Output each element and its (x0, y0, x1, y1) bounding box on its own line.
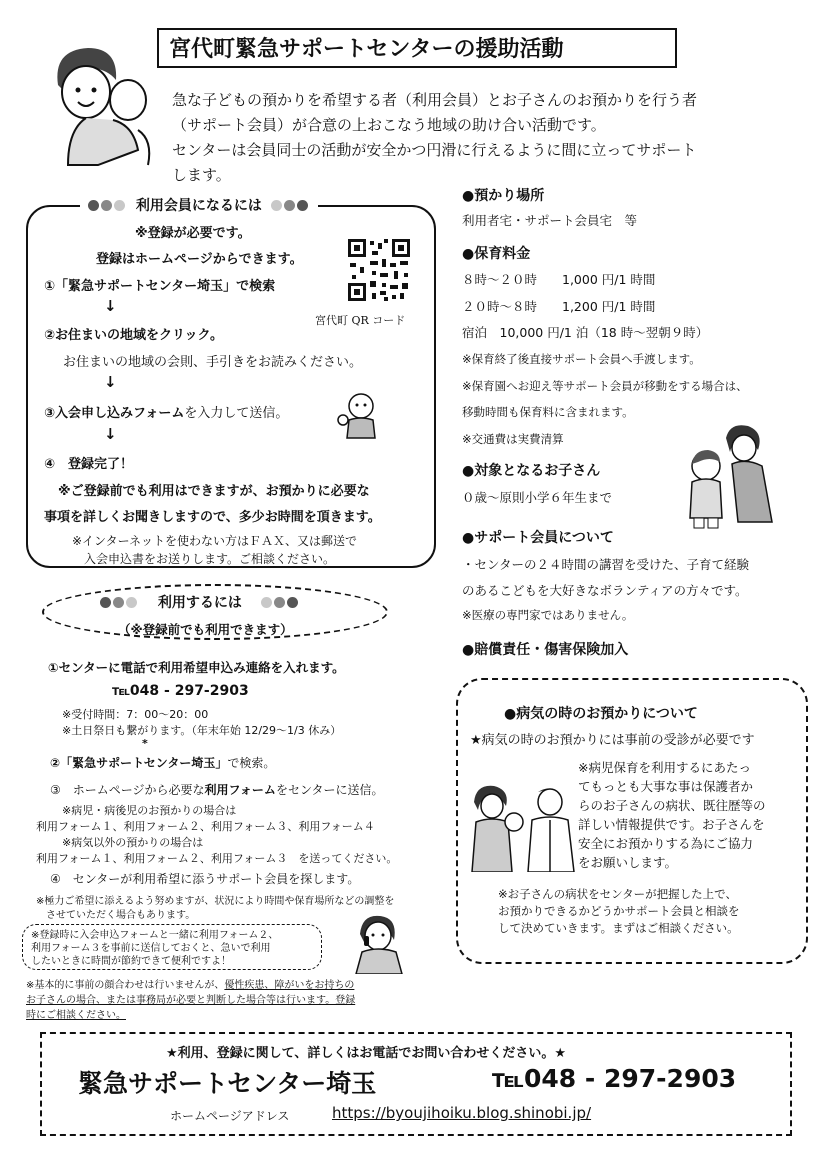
fee-night: ２０時～８時 1,200 円/1 時間 (462, 299, 656, 314)
registration-step2: ②お住まいの地域をクリック。 (44, 328, 223, 343)
doctor-parent-illustration (466, 782, 578, 872)
member-text-3: ※医療の専門家ではありません。 (462, 608, 634, 622)
fee-overnight: 宿泊 10,000 円/1 泊（18 時～翌朝９時） (462, 325, 709, 340)
target-text: ０歳～原則小学６年生まで (462, 490, 613, 505)
policy-line-2: お子さんの場合、または事務局が必要と判断した場合等は行います。登録 (26, 995, 356, 1006)
mother-baby-illustration (38, 40, 158, 170)
qr-code[interactable] (346, 237, 412, 303)
usage-effort-2: させていただく場合もあります。 (46, 910, 196, 921)
sick-care-title: ●病気の時のお預かりについて (504, 706, 698, 722)
usage-sick-case: ※病児・病後児のお預かりの場合は (62, 804, 237, 817)
usage-subtitle: （※登録前でも利用できます） (118, 622, 293, 637)
fee-note-3: 移動時間も保育料に含まれます。 (462, 405, 634, 419)
usage-heading: 利用するには (100, 592, 300, 612)
usage-hours: ※受付時間：7：00～20：00 (62, 708, 209, 721)
fee-note-1: ※保育終了後直接サポート会員へ手渡します。 (462, 352, 701, 366)
baby-illustration (335, 390, 385, 445)
registration-step4: ④ 登録完了！ (44, 457, 134, 472)
qr-code-label: 宮代町 QR コード (315, 314, 406, 327)
member-text-1: ・センターの２４時間の講習を受けた、子育て経験 (462, 557, 750, 572)
arrow-down-icon: ↓ (104, 297, 117, 315)
insurance-heading: ●賠償責任・傷害保険加入 (462, 642, 629, 658)
place-heading: ●預かり場所 (462, 188, 545, 204)
usage-tel[interactable]: ℡048 - 297-2903 (112, 683, 249, 699)
place-text: 利用者宅・サポート会員宅 等 (462, 213, 638, 228)
intro-text: 急な子どもの預かりを希望する者（利用会員）とお子さんのお預かりを行う者 （サポート会員）が合意の上おこなう地域の助け合い活動です。 センターは会員同士の活動が安全かつ円滑に行えるように間に立ってサポート します。 (172, 91, 698, 184)
registration-note-1: ※インターネットを使わない方はＦＡＸ、又は郵送で (72, 534, 357, 548)
registration-note-2: 入会申込書をお送りします。ご相談ください。 (84, 552, 336, 566)
usage-effort-1: ※極力ご希望に添えるよう努めますが、状況により時間や保育場所などの調整を (36, 896, 395, 907)
usage-step4: ④ センターが利用希望に添うサポート会員を探します。 (50, 872, 360, 886)
target-heading: ●対象となるお子さん (462, 463, 601, 479)
registration-step2-note: お住まいの地域の会則、手引きをお読みください。 (63, 355, 363, 370)
registration-required: ※登録が必要です。 (135, 226, 251, 241)
sick-care-consult: ※お子さんの病状をセンターが把握した上で、 お預かりできるかどうかサポート会員と相談を して決めていきます。まずはご相談ください。 (498, 887, 740, 935)
footer-url-label: ホームページアドレス (170, 1109, 290, 1123)
tip-speech-bubble: ※登録時に入会申込フォームと一緒に利用フォーム２、 利用フォーム３を事前に送信しておくと、急いで利用 したいときに時間が節約できて便利ですよ！ (22, 924, 322, 970)
sick-care-requirement: ★病気の時のお預かりには事前の受診が必要です (470, 733, 755, 748)
usage-asterisk: * (142, 737, 148, 750)
usage-step3: ③ ホームページから必要な利用フォームをセンターに送信。 (50, 783, 384, 797)
registration-step1: ①「緊急サポートセンター埼玉」で検索 (44, 279, 276, 294)
usage-step2: ②「緊急サポートセンター埼玉」で検索。 (50, 756, 276, 770)
sick-care-paragraph: ※病児保育を利用するにあたっ てもっとも大事な事は保護者か らのお子さんの病状、既往歴等の 詳しい情報提供です。お子さんを 安全にお預かりする為にご協力 をお願いします。 (578, 760, 766, 870)
registration-step3: ③入会申し込みフォームを入力して送信。 (44, 406, 289, 421)
usage-other-forms: 利用フォーム１、利用フォーム２、利用フォーム３ を送ってください。 (36, 852, 398, 865)
policy-line-3: 時にご相談ください。 (26, 1010, 126, 1021)
fee-daytime: ８時～２０時 1,000 円/1 時間 (462, 272, 656, 287)
arrow-down-icon: ↓ (104, 425, 117, 443)
usage-holidays: ※土日祭日も繋がります。（年末年始 12/29～1/3 休み） (62, 724, 342, 737)
footer-center-name: 緊急サポートセンター埼玉 (78, 1069, 377, 1098)
footer-url-link[interactable]: https://byoujihoiku.blog.shinobi.jp/ (332, 1104, 592, 1122)
member-text-2: のあるこどもを大好きなボランティアの方々です。 (462, 583, 748, 598)
fee-note-2: ※保育園へお迎え等サポート会員が移動をする場合は、 (462, 379, 748, 393)
registration-heading: 利用会員になるには (80, 195, 318, 215)
usage-other-case: ※病気以外の預かりの場合は (62, 836, 204, 849)
usage-step1: ①センターに電話で利用希望申込み連絡を入れます。 (48, 660, 345, 675)
footer-notice: ★利用、登録に関して、詳しくはお電話でお問い合わせください。★ (166, 1046, 567, 1061)
registration-warning-2: 事項を詳しくお聞きしますので、多少お時間を頂きます。 (44, 510, 381, 525)
fee-heading: ●保育料金 (462, 246, 531, 262)
registration-homepage: 登録はホームページからできます。 (96, 252, 303, 267)
operator-illustration (340, 912, 410, 974)
fee-note-4: ※交通費は実費清算 (462, 432, 564, 446)
usage-sick-forms: 利用フォーム１、利用フォーム２、利用フォーム３、利用フォーム４ (36, 820, 375, 833)
arrow-down-icon: ↓ (104, 373, 117, 391)
footer-tel[interactable]: ℡048 - 297-2903 (492, 1064, 737, 1093)
policy-line-1: ※基本的に事前の顔合わせは行いませんが、優性疾患、障がいをお持ちの (26, 980, 355, 991)
caregiver-child-illustration (680, 422, 780, 532)
registration-warning-1: ※ご登録前でも利用はできますが、お預かりに必要な (58, 484, 370, 499)
member-heading: ●サポート会員について (462, 530, 614, 546)
page-title: 宮代町緊急サポートセンターの援助活動 (157, 28, 677, 68)
